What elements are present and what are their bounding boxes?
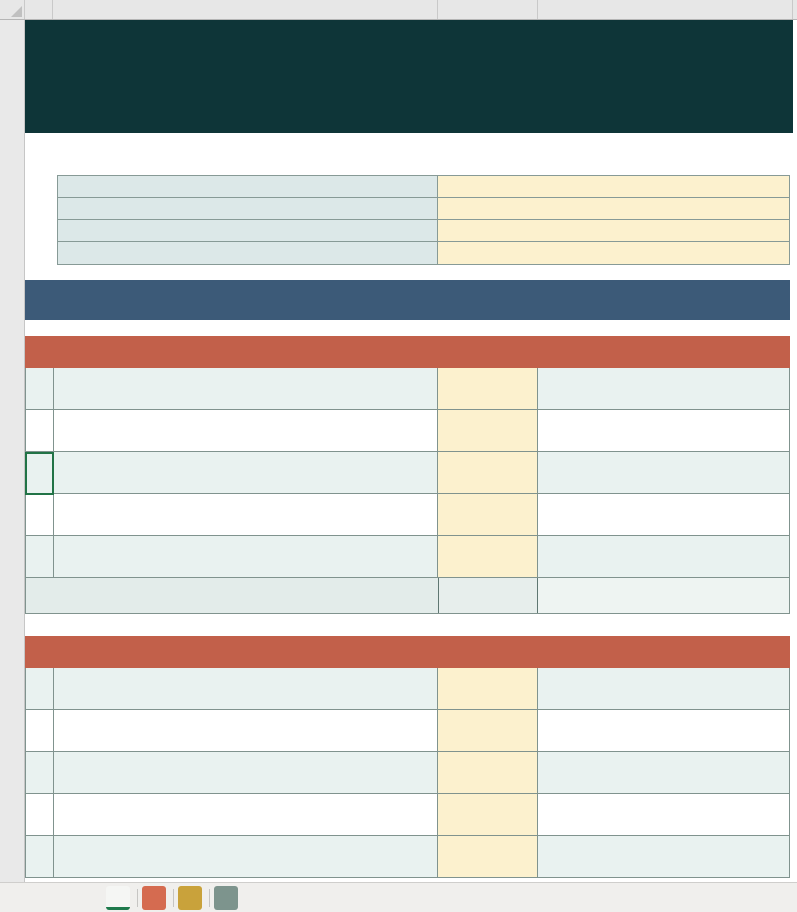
tab-separator [137, 889, 138, 907]
company-data-table [57, 175, 790, 265]
assessment-row-2-4 [25, 794, 790, 836]
title-block [25, 20, 793, 133]
anmerkungen-column-header [538, 636, 790, 668]
anmerkungen-column-header [538, 336, 790, 368]
column-header-strip [0, 0, 797, 20]
column-header-c[interactable] [438, 0, 538, 19]
average-label [26, 578, 438, 613]
item-number[interactable] [26, 452, 54, 493]
column-header-b[interactable] [53, 0, 438, 19]
tab-separator [173, 889, 174, 907]
question-cell[interactable] [54, 668, 439, 709]
rating-input-cell[interactable] [438, 410, 538, 451]
assessment-row-1-5 [25, 536, 790, 578]
assessment-row-2-1 [25, 668, 790, 710]
select-all-corner[interactable] [0, 0, 25, 19]
notes-input-cell[interactable] [538, 710, 790, 751]
rating-input-cell[interactable] [438, 794, 538, 835]
assessment-row-1-4 [25, 494, 790, 536]
question-cell[interactable] [54, 368, 439, 409]
question-cell[interactable] [54, 710, 439, 751]
notes-input-cell[interactable] [538, 410, 790, 451]
company-data-heading [25, 149, 525, 175]
element-1-average-row [25, 578, 790, 614]
rating-scale-banner [25, 280, 790, 320]
conducted-by-label [58, 198, 438, 219]
average-notes-cell [538, 578, 789, 613]
notes-input-cell[interactable] [538, 836, 790, 877]
item-number[interactable] [26, 836, 54, 877]
notes-input-cell[interactable] [538, 536, 790, 577]
item-number[interactable] [26, 752, 54, 793]
assessment-row-1-2 [25, 410, 790, 452]
table-row [58, 198, 789, 220]
question-cell[interactable] [54, 452, 439, 493]
conducted-by-value-cell[interactable] [438, 198, 789, 219]
table-row [58, 220, 789, 242]
table-row [58, 242, 789, 264]
element-2-title [25, 636, 438, 668]
notes-input-cell[interactable] [538, 752, 790, 793]
tab-auswertung[interactable] [142, 886, 166, 910]
version-value-cell[interactable] [438, 242, 789, 264]
element-1-section [25, 336, 790, 614]
tab-assessment[interactable] [106, 886, 130, 910]
assessment-row-2-2 [25, 710, 790, 752]
column-header-d[interactable] [538, 0, 793, 19]
question-cell[interactable] [54, 752, 439, 793]
column-header-a[interactable] [25, 0, 53, 19]
rating-input-cell[interactable] [438, 452, 538, 493]
assessment-row-1-1 [25, 368, 790, 410]
assessment-row-1-3 [25, 452, 790, 494]
question-cell[interactable] [54, 794, 439, 835]
row-number-column [0, 20, 25, 882]
item-number[interactable] [26, 668, 54, 709]
tab-separator [209, 889, 210, 907]
assessment-row-2-3 [25, 752, 790, 794]
bewertung-column-header [438, 636, 538, 668]
org-value-cell[interactable] [438, 176, 789, 197]
notes-input-cell[interactable] [538, 494, 790, 535]
date-value-cell[interactable] [438, 220, 789, 241]
rating-input-cell[interactable] [438, 710, 538, 751]
tab-spinnennetz-diagramm[interactable] [178, 886, 202, 910]
item-number[interactable] [26, 710, 54, 751]
notes-input-cell[interactable] [538, 368, 790, 409]
item-number[interactable] [26, 410, 54, 451]
rating-input-cell[interactable] [438, 752, 538, 793]
notes-input-cell[interactable] [538, 668, 790, 709]
sheet-tab-bar [0, 882, 797, 912]
notes-input-cell[interactable] [538, 452, 790, 493]
average-value-cell [438, 578, 538, 613]
item-number[interactable] [26, 536, 54, 577]
item-number[interactable] [26, 794, 54, 835]
date-label [58, 220, 438, 241]
question-cell[interactable] [54, 410, 439, 451]
rating-input-cell[interactable] [438, 536, 538, 577]
element-2-header [25, 636, 790, 668]
rating-input-cell[interactable] [438, 368, 538, 409]
item-number[interactable] [26, 494, 54, 535]
org-label [58, 176, 438, 197]
element-1-header [25, 336, 790, 368]
table-row [58, 176, 789, 198]
question-cell[interactable] [54, 836, 439, 877]
tab-hinweise[interactable] [214, 886, 238, 910]
element-2-section [25, 636, 790, 878]
item-number[interactable] [26, 368, 54, 409]
assessment-row-2-5 [25, 836, 790, 878]
rating-input-cell[interactable] [438, 836, 538, 877]
notes-input-cell[interactable] [538, 794, 790, 835]
rating-input-cell[interactable] [438, 668, 538, 709]
element-1-title [25, 336, 438, 368]
version-label [58, 242, 438, 264]
question-cell[interactable] [54, 494, 439, 535]
rating-input-cell[interactable] [438, 494, 538, 535]
bewertung-column-header [438, 336, 538, 368]
question-cell[interactable] [54, 536, 439, 577]
